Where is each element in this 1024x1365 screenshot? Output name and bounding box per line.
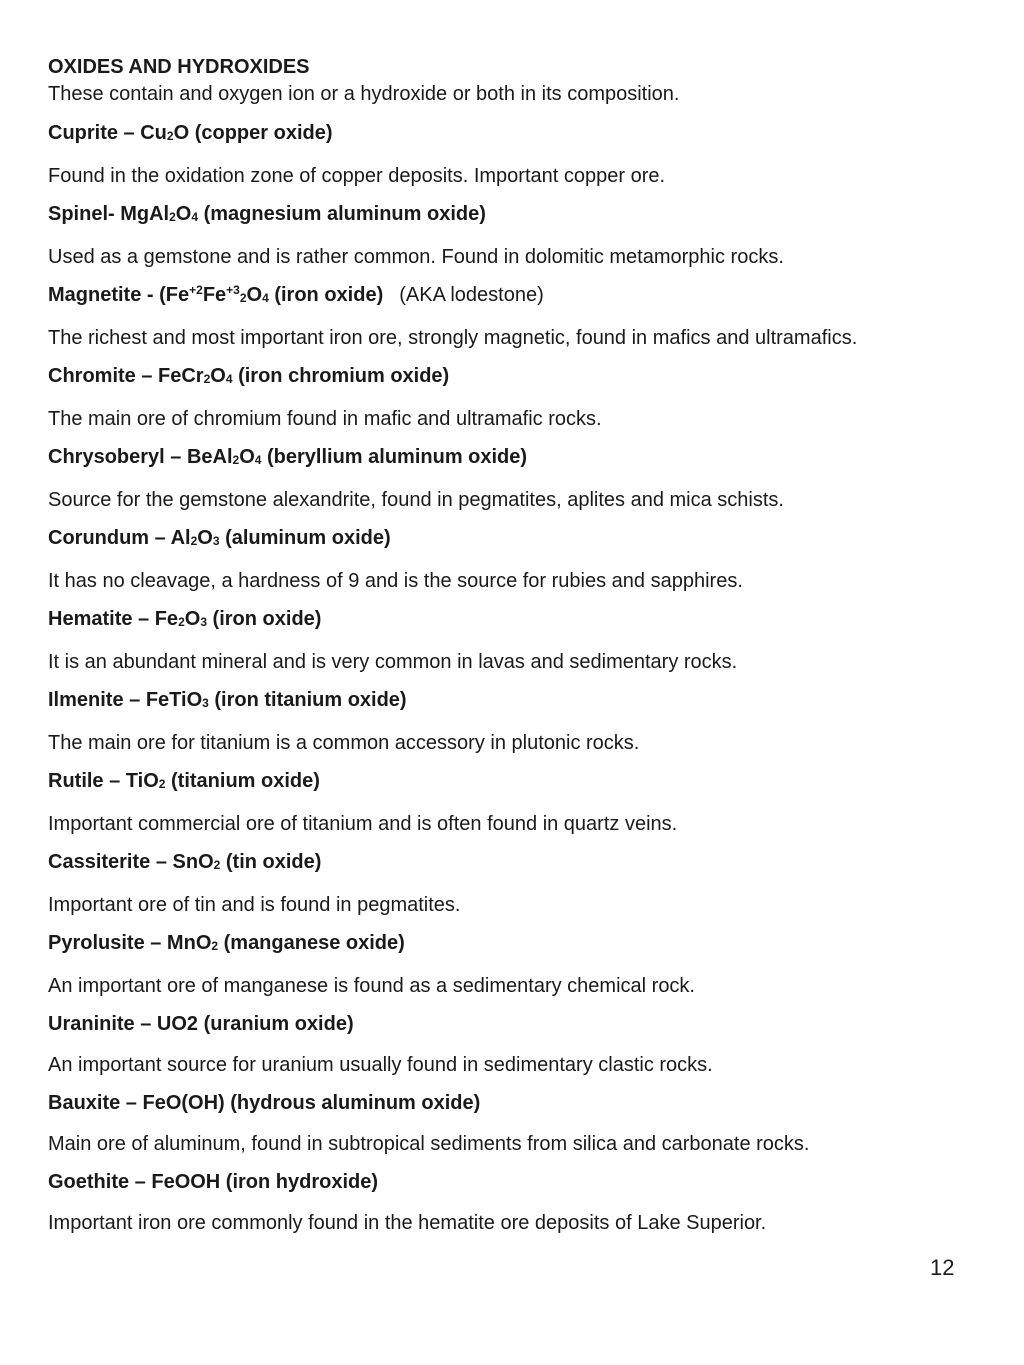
formula-subscript: 3: [212, 534, 220, 548]
mineral-list: [48, 121, 988, 1235]
formula-text: O (copper oxide): [173, 122, 333, 144]
document-page: [48, 55, 988, 1235]
mineral-description: It has no cleavage, a hardness of 9 and is the source for rubies and sapphires.: [48, 570, 743, 592]
mineral-description: Found in the oxidation zone of copper deposits. Important copper ore.: [48, 165, 666, 187]
formula-text: (iron chromium oxide): [232, 365, 450, 387]
formula-subscript: 2: [158, 777, 166, 791]
mineral-description: Important iron ore commonly found in the hematite ore deposits of Lake Superior.: [48, 1212, 767, 1234]
mineral-formula: [48, 122, 333, 144]
formula-subscript: 4: [254, 453, 262, 467]
mineral-description: Important ore of tin and is found in pegmatites.: [48, 894, 461, 916]
formula-text: O: [210, 365, 226, 387]
formula-text: (iron titanium oxide): [208, 689, 407, 711]
mineral-description: An important ore of manganese is found as a sedimentary chemical rock.: [48, 975, 695, 997]
formula-subscript: 2: [239, 291, 247, 305]
mineral-heading: [48, 931, 988, 957]
formula-subscript: 2: [178, 615, 185, 629]
formula-subscript: 2: [166, 129, 174, 143]
mineral-description: Source for the gemstone alexandrite, found in pegmatites, aplites and mica schists.: [48, 489, 784, 511]
formula-text: Fe: [202, 284, 227, 306]
formula-subscript: 2: [203, 372, 211, 386]
formula-text: (iron oxide): [268, 284, 384, 306]
mineral-heading: [48, 364, 988, 390]
mineral-formula: [48, 932, 405, 954]
mineral-heading: [48, 688, 988, 714]
formula-text: O: [184, 608, 201, 630]
formula-text: Ilmenite – FeTiO: [48, 689, 203, 711]
section-intro: These contain and oxygen ion or a hydroxide or both in its composition.: [48, 83, 680, 105]
formula-text: (aluminum oxide): [219, 527, 391, 549]
formula-text: Rutile – TiO: [48, 770, 159, 792]
formula-supscript: +3: [226, 283, 240, 297]
formula-text: Pyrolusite – MnO: [48, 932, 212, 954]
mineral-heading: [48, 121, 988, 147]
formula-subscript: 2: [213, 858, 221, 872]
mineral-formula: [48, 770, 320, 792]
mineral-heading: [48, 850, 988, 876]
mineral-heading: [48, 283, 988, 309]
formula-subscript: 4: [191, 210, 199, 224]
mineral-description: An important source for uranium usually found in sedimentary clastic rocks.: [48, 1054, 713, 1076]
formula-text: O: [175, 203, 192, 225]
mineral-heading: [48, 1091, 988, 1115]
mineral-formula: [48, 1013, 354, 1035]
formula-subscript: 3: [202, 696, 209, 710]
formula-text: Spinel- MgAl: [48, 203, 170, 225]
formula-text: Goethite – FeOOH (iron hydroxide): [48, 1171, 379, 1193]
mineral-formula: [48, 203, 486, 225]
formula-text: Magnetite - (Fe: [48, 284, 190, 306]
formula-subscript: 4: [225, 372, 233, 386]
formula-subscript: 2: [190, 534, 198, 548]
mineral-formula: [48, 284, 383, 306]
mineral-heading: [48, 202, 988, 228]
mineral-heading: [48, 445, 988, 471]
mineral-aka: (AKA lodestone): [399, 284, 544, 306]
mineral-formula: [48, 689, 407, 711]
formula-supscript: +2: [189, 283, 203, 297]
formula-text: Cuprite – Cu: [48, 122, 167, 144]
mineral-description: The main ore of chromium found in mafic and ultramafic rocks.: [48, 408, 602, 430]
mineral-heading: [48, 526, 988, 552]
mineral-description: It is an abundant mineral and is very common in lavas and sedimentary rocks.: [48, 651, 738, 673]
mineral-heading: [48, 607, 988, 633]
formula-text: Bauxite – FeO(OH) (hydrous aluminum oxide): [48, 1092, 481, 1114]
formula-text: O: [246, 284, 263, 306]
mineral-heading: [48, 769, 988, 795]
mineral-description: The richest and most important iron ore, strongly magnetic, found in mafics and ultramafics.: [48, 327, 858, 349]
page-number: 12: [930, 1255, 955, 1280]
mineral-formula: [48, 365, 449, 387]
formula-subscript: 3: [200, 615, 207, 629]
mineral-formula: [48, 446, 527, 468]
mineral-heading: [48, 1012, 988, 1036]
formula-text: Corundum – Al: [48, 527, 191, 549]
mineral-description: The main ore for titanium is a common accessory in plutonic rocks.: [48, 732, 640, 754]
formula-subscript: 2: [169, 210, 176, 224]
mineral-description: Main ore of aluminum, found in subtropical sediments from silica and carbonate rocks.: [48, 1133, 810, 1155]
formula-text: O: [197, 527, 213, 549]
mineral-description: Used as a gemstone and is rather common. Found in dolomitic metamorphic rocks.: [48, 246, 784, 268]
formula-text: (titanium oxide): [165, 770, 320, 792]
mineral-formula: [48, 1171, 378, 1193]
formula-text: Chromite – FeCr: [48, 365, 204, 387]
mineral-formula: [48, 1092, 480, 1114]
formula-subscript: 2: [232, 453, 240, 467]
formula-text: Uraninite – UO2 (uranium oxide): [48, 1013, 354, 1035]
mineral-formula: [48, 527, 391, 549]
formula-subscript: 4: [262, 291, 269, 305]
formula-text: Hematite – Fe: [48, 608, 179, 630]
mineral-formula: [48, 851, 321, 873]
formula-text: Cassiterite – SnO: [48, 851, 214, 873]
formula-text: (magnesium aluminum oxide): [198, 203, 486, 225]
formula-subscript: 2: [211, 939, 219, 953]
formula-text: Chrysoberyl – BeAl: [48, 446, 233, 468]
mineral-heading: [48, 1170, 988, 1194]
mineral-formula: [48, 608, 321, 630]
formula-text: O: [239, 446, 255, 468]
formula-text: (beryllium aluminum oxide): [261, 446, 528, 468]
mineral-description: Important commercial ore of titanium and is often found in quartz veins.: [48, 813, 678, 835]
formula-text: (iron oxide): [207, 608, 322, 630]
formula-text: (manganese oxide): [218, 932, 405, 954]
section-title: OXIDES AND HYDROXIDES: [48, 56, 310, 78]
formula-text: (tin oxide): [220, 851, 322, 873]
